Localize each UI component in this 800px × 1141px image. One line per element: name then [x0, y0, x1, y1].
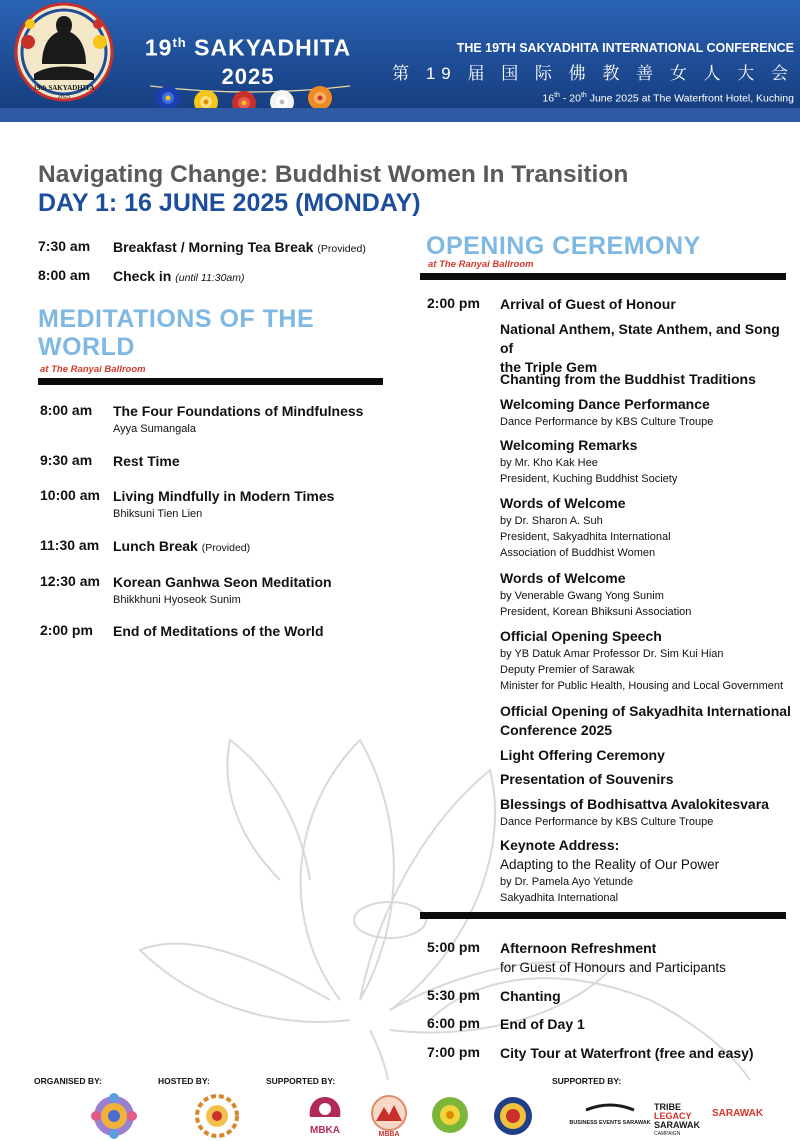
section-divider — [38, 378, 383, 385]
list-item: Light Offering Ceremony — [500, 747, 665, 763]
schedule-time: 8:00 am — [40, 402, 93, 418]
schedule-time: 2:00 pm — [427, 295, 480, 311]
schedule-title: Korean Ganhwa Seon Meditation — [113, 574, 332, 590]
list-item: Chanting from the Buddhist Traditions — [500, 371, 756, 387]
list-item: Welcoming Dance Performance Dance Performance by KBS Culture Troupe — [500, 396, 714, 428]
schedule-title: Lunch Break (Provided) — [113, 538, 251, 554]
schedule-speaker: Bhiksuni Tien Lien — [113, 508, 203, 520]
event-name: 19th SAKYADHITA — [144, 34, 352, 61]
sarawak-logo — [710, 1102, 766, 1126]
sakyadhita-logo — [8, 2, 120, 106]
banner-stripe — [0, 108, 800, 122]
section-divider — [420, 912, 786, 919]
schedule-speaker: Bhikkhuni Hyoseok Sunim — [113, 594, 241, 606]
svg-text:BUSINESS EVENTS SARAWAK: BUSINESS EVENTS SARAWAK — [569, 1120, 651, 1126]
schedule-row — [40, 537, 250, 558]
organiser-logo — [90, 1093, 138, 1139]
schedule-time: 7:00 pm — [427, 1044, 480, 1060]
schedule-time: 2:00 pm — [40, 622, 93, 638]
svg-text:CAMPAIGN: CAMPAIGN — [654, 1131, 681, 1137]
svg-text:2025: 2025 — [58, 94, 70, 100]
conference-theme: Navigating Change: Buddhist Women In Transition — [38, 161, 629, 188]
schedule-title: Chanting — [500, 988, 561, 1004]
conference-dates-venue: 16th - 20th June 2025 at The Waterfront Hotel, Kuching — [542, 92, 794, 105]
schedule-time: 11:30 am — [40, 537, 100, 553]
list-item: Words of Welcome by Venerable Gwang Yong Sunim President, Korean Bhiksuni Association — [500, 570, 692, 618]
lotus-logo — [428, 1093, 472, 1139]
svg-text:LEGACY: LEGACY — [654, 1111, 692, 1121]
schedule-title: End of Meditations of the World — [113, 623, 324, 639]
schedule-row — [427, 987, 561, 1006]
schedule-row — [40, 573, 332, 608]
schedule-title: Check in (until 11:30am) — [113, 268, 245, 284]
svg-text:MBBA: MBBA — [378, 1131, 400, 1138]
schedule-row — [427, 939, 726, 977]
schedule-time: 12:30 am — [40, 573, 100, 589]
svg-text:19th SAKYADHITA: 19th SAKYADHITA — [33, 84, 95, 92]
schedule-speaker: Ayya Sumangala — [113, 423, 196, 435]
schedule-time: 8:00 am — [38, 267, 91, 283]
mbba-logo — [364, 1093, 414, 1139]
mbka-logo — [300, 1093, 350, 1139]
schedule-row — [38, 267, 245, 288]
svg-text:MBKA: MBKA — [310, 1125, 340, 1136]
business-events-sarawak-logo — [569, 1100, 651, 1134]
flower-orange — [308, 86, 332, 110]
list-item: Official Opening of Sakyadhita International Conference 2025 — [500, 703, 791, 738]
schedule-row — [427, 1015, 585, 1034]
supported-by-label: SUPPORTED BY: — [266, 1076, 336, 1086]
meditations-heading: MEDITATIONS OF THE WORLD — [38, 305, 315, 361]
opening-venue: at The Ranyai Ballroom — [428, 259, 534, 270]
schedule-row — [40, 402, 363, 437]
dharma-wheel-logo — [490, 1093, 536, 1139]
header-banner — [0, 0, 800, 108]
schedule-row — [40, 452, 180, 471]
schedule-row — [40, 487, 334, 522]
section-divider — [420, 273, 786, 280]
flower-blue — [156, 86, 180, 110]
conference-title: THE 19TH SAKYADHITA INTERNATIONAL CONFERENCE — [456, 41, 794, 55]
list-item: Blessings of Bodhisattva Avalokitesvara Dance Performance by KBS Culture Troupe — [500, 796, 769, 828]
schedule-title: Living Mindfully in Modern Times — [113, 488, 335, 504]
schedule-row — [427, 1044, 754, 1063]
list-item: Presentation of Souvenirs — [500, 771, 674, 787]
schedule-time: 9:30 am — [40, 452, 93, 468]
schedule-row — [40, 622, 324, 641]
schedule-time: 7:30 am — [38, 238, 91, 254]
schedule-title: City Tour at Waterfront (free and easy) — [500, 1045, 754, 1061]
schedule-time: 5:30 pm — [427, 987, 480, 1003]
list-item: Words of Welcome by Dr. Sharon A. Suh President, Sakyadhita International Association of Buddhist Women — [500, 495, 671, 559]
opening-items — [500, 295, 795, 912]
schedule-title: Afternoon Refreshment — [500, 940, 657, 956]
day-title: DAY 1: 16 JUNE 2025 (MONDAY) — [38, 189, 421, 217]
event-year: 2025 — [221, 64, 275, 89]
schedule-row — [38, 238, 366, 259]
list-item: Official Opening Speech by YB Datuk Amar Professor Dr. Sim Kui Hian Deputy Premier of Sarawak Minister for Public Health, Housing and Local Government — [500, 628, 784, 692]
meditations-venue: at The Ranyai Ballroom — [40, 364, 146, 375]
supported-by-label: SUPPORTED BY: — [552, 1076, 622, 1086]
list-item: Arrival of Guest of Honour — [500, 296, 676, 312]
schedule-time: 10:00 am — [40, 487, 100, 503]
schedule-time: 5:00 pm — [427, 939, 480, 955]
svg-text:TRIBE: TRIBE — [654, 1102, 681, 1112]
host-logo — [192, 1093, 242, 1139]
list-item: Welcoming Remarks by Mr. Kho Kak Hee President, Kuching Buddhist Society — [500, 437, 678, 485]
list-item: National Anthem, State Anthem, and Song of the Triple Gem — [500, 321, 780, 375]
schedule-time: 6:00 pm — [427, 1015, 480, 1031]
svg-text:SARAWAK: SARAWAK — [712, 1108, 764, 1119]
conference-title-cjk: 第 19 届 国 际 佛 教 善 女 人 大 会 — [392, 64, 794, 83]
tribe-legacy-logo — [650, 1100, 700, 1140]
svg-text:SARAWAK: SARAWAK — [654, 1120, 701, 1130]
schedule-title: End of Day 1 — [500, 1016, 585, 1032]
schedule-subtitle: for Guest of Honours and Participants — [500, 960, 726, 975]
schedule-title: Rest Time — [113, 453, 180, 469]
organised-by-label: ORGANISED BY: — [34, 1076, 102, 1086]
schedule-title: Breakfast / Morning Tea Break (Provided) — [113, 239, 366, 255]
list-item: Keynote Address: Adapting to the Reality of Our Power by Dr. Pamela Ayo Yetunde Sakyadhita International — [500, 837, 720, 904]
opening-heading: OPENING CEREMONY — [426, 232, 701, 260]
schedule-title: The Four Foundations of Mindfulness — [113, 403, 364, 419]
hosted-by-label: HOSTED BY: — [158, 1076, 210, 1086]
